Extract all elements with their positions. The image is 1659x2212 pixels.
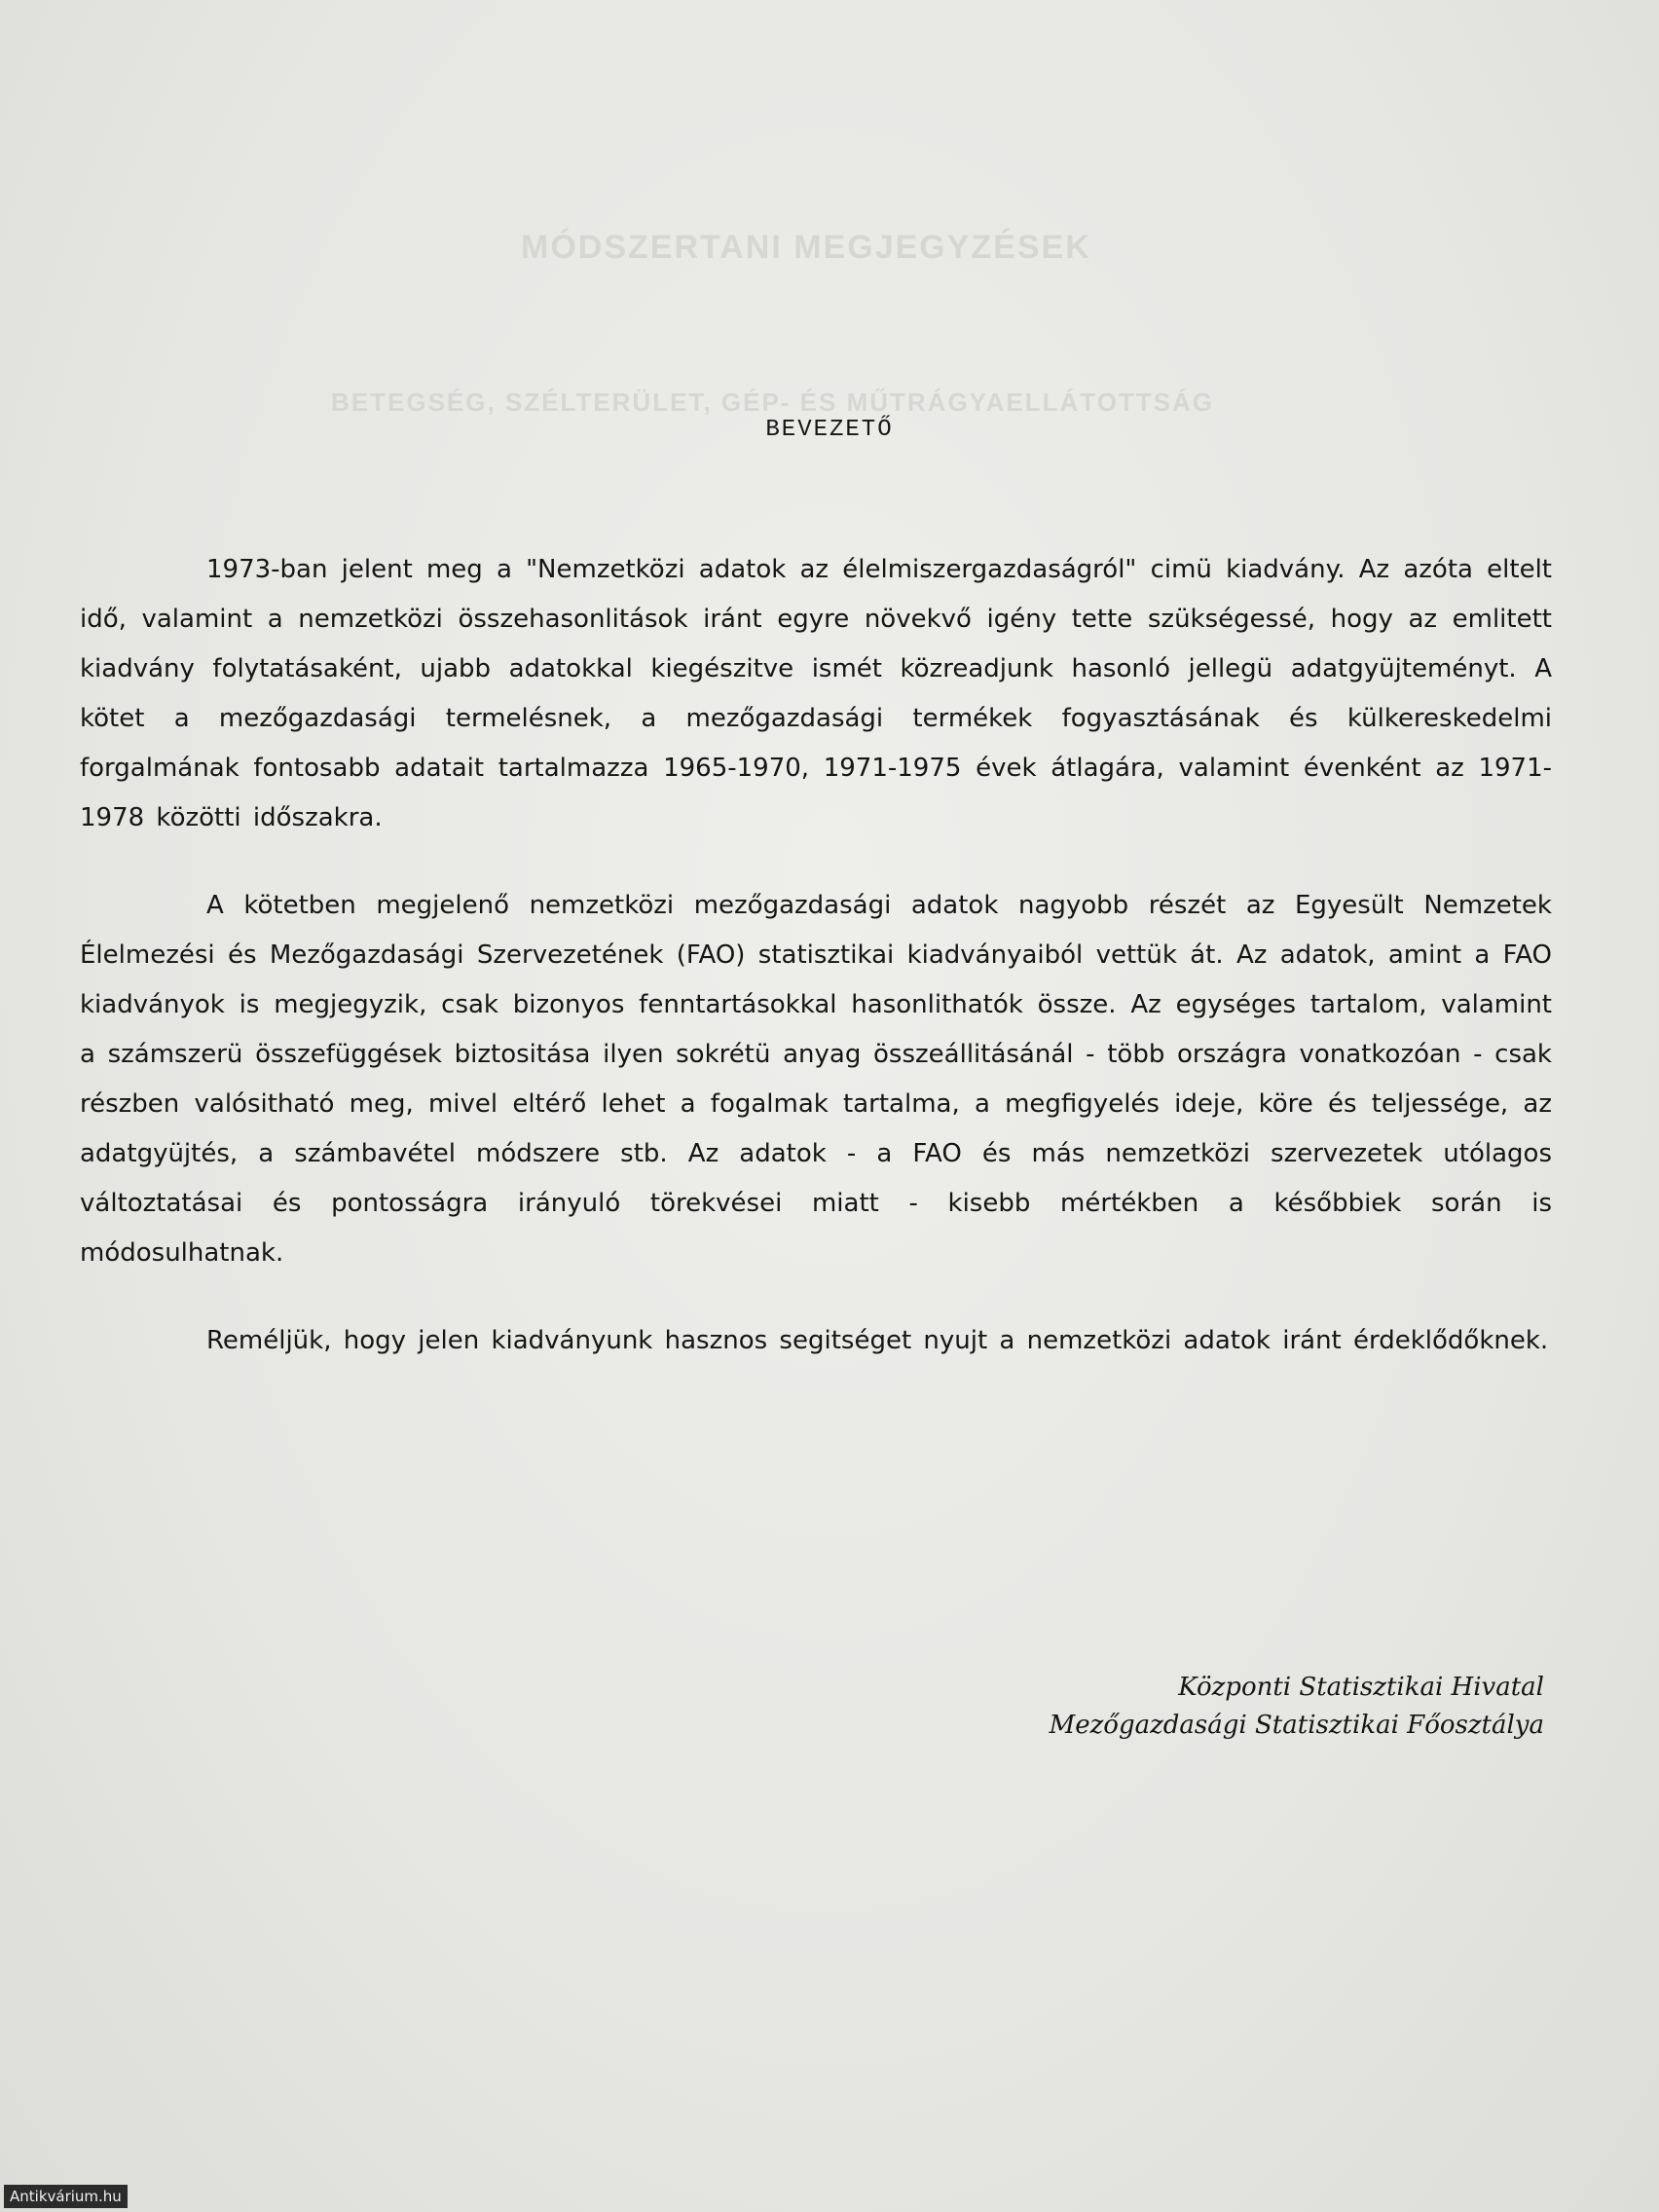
signature-department: Mezőgazdasági Statisztikai Főosztálya	[1049, 1711, 1544, 1740]
signature-organization: Központi Statisztikai Hivatal	[1178, 1673, 1544, 1702]
bleed-through-title: MÓDSZERTANI MEGJEGYZÉSEK	[521, 229, 1091, 266]
signature-block	[1050, 1669, 1544, 1745]
introduction-body	[80, 545, 1552, 1404]
page-heading: BEVEZETŐ	[765, 417, 894, 443]
bleed-through-subtitle: BETEGSÉG, SZÉLTERÜLET, GÉP- ÉS MŰTRÁGYAELLÁTOTTSÁG	[331, 387, 1215, 417]
paragraph-1: 1973-ban jelent meg a "Nemzetközi adatok az élelmiszergazdaságról" cimü kiadvány. Az azóta eltelt idő, valamint a nemzetközi összehasonlitások iránt egyre növekvő igény tette szükségessé, hogy az emlitett kiadvány folytatásaként, ujabb adatokkal kiegészitve ismét közreadjunk hasonló jellegü adatgyüjteményt. A kötet a mezőgazdasági termelésnek, a mezőgazdasági termékek fogyasztásának és külkereskedelmi forgalmának fontosabb adatait tartalmazza 1965-1970, 1971-1975 évek átlagára, valamint évenként az 1971-1978 közötti időszakra.	[80, 555, 1552, 832]
watermark-label: Antikvárium.hu	[4, 2185, 128, 2208]
paragraph-2: A kötetben megjelenő nemzetközi mezőgazdasági adatok nagyobb részét az Egyesült Nemzetek Élelmezési és Mezőgazdasági Szervezetének (FAO) statisztikai kiadványaiból vettük át. Az adatok, amint a FAO kiadványok is megjegyzik, csak bizonyos fenntartásokkal hasonlithatók össze. Az egységes tartalom, valamint a számszerü összefüggések biztositása ilyen sokrétü anyag összeállitásánál - több országra vonatkozóan - csak részben valósitható meg, mivel eltérő lehet a fogalmak tartalma, a megfigyelés ideje, köre és teljessége, az adatgyüjtés, a számbavétel módszere stb. Az adatok - a FAO és más nemzetközi szervezetek utólagos változtatásai és pontosságra irányuló törekvései miatt - kisebb mértékben a későbbiek során is módosulhatnak.	[80, 891, 1552, 1268]
paragraph-3: Reméljük, hogy jelen kiadványunk hasznos segitséget nyujt a nemzetközi adatok iránt érdeklődőknek.	[206, 1326, 1549, 1355]
